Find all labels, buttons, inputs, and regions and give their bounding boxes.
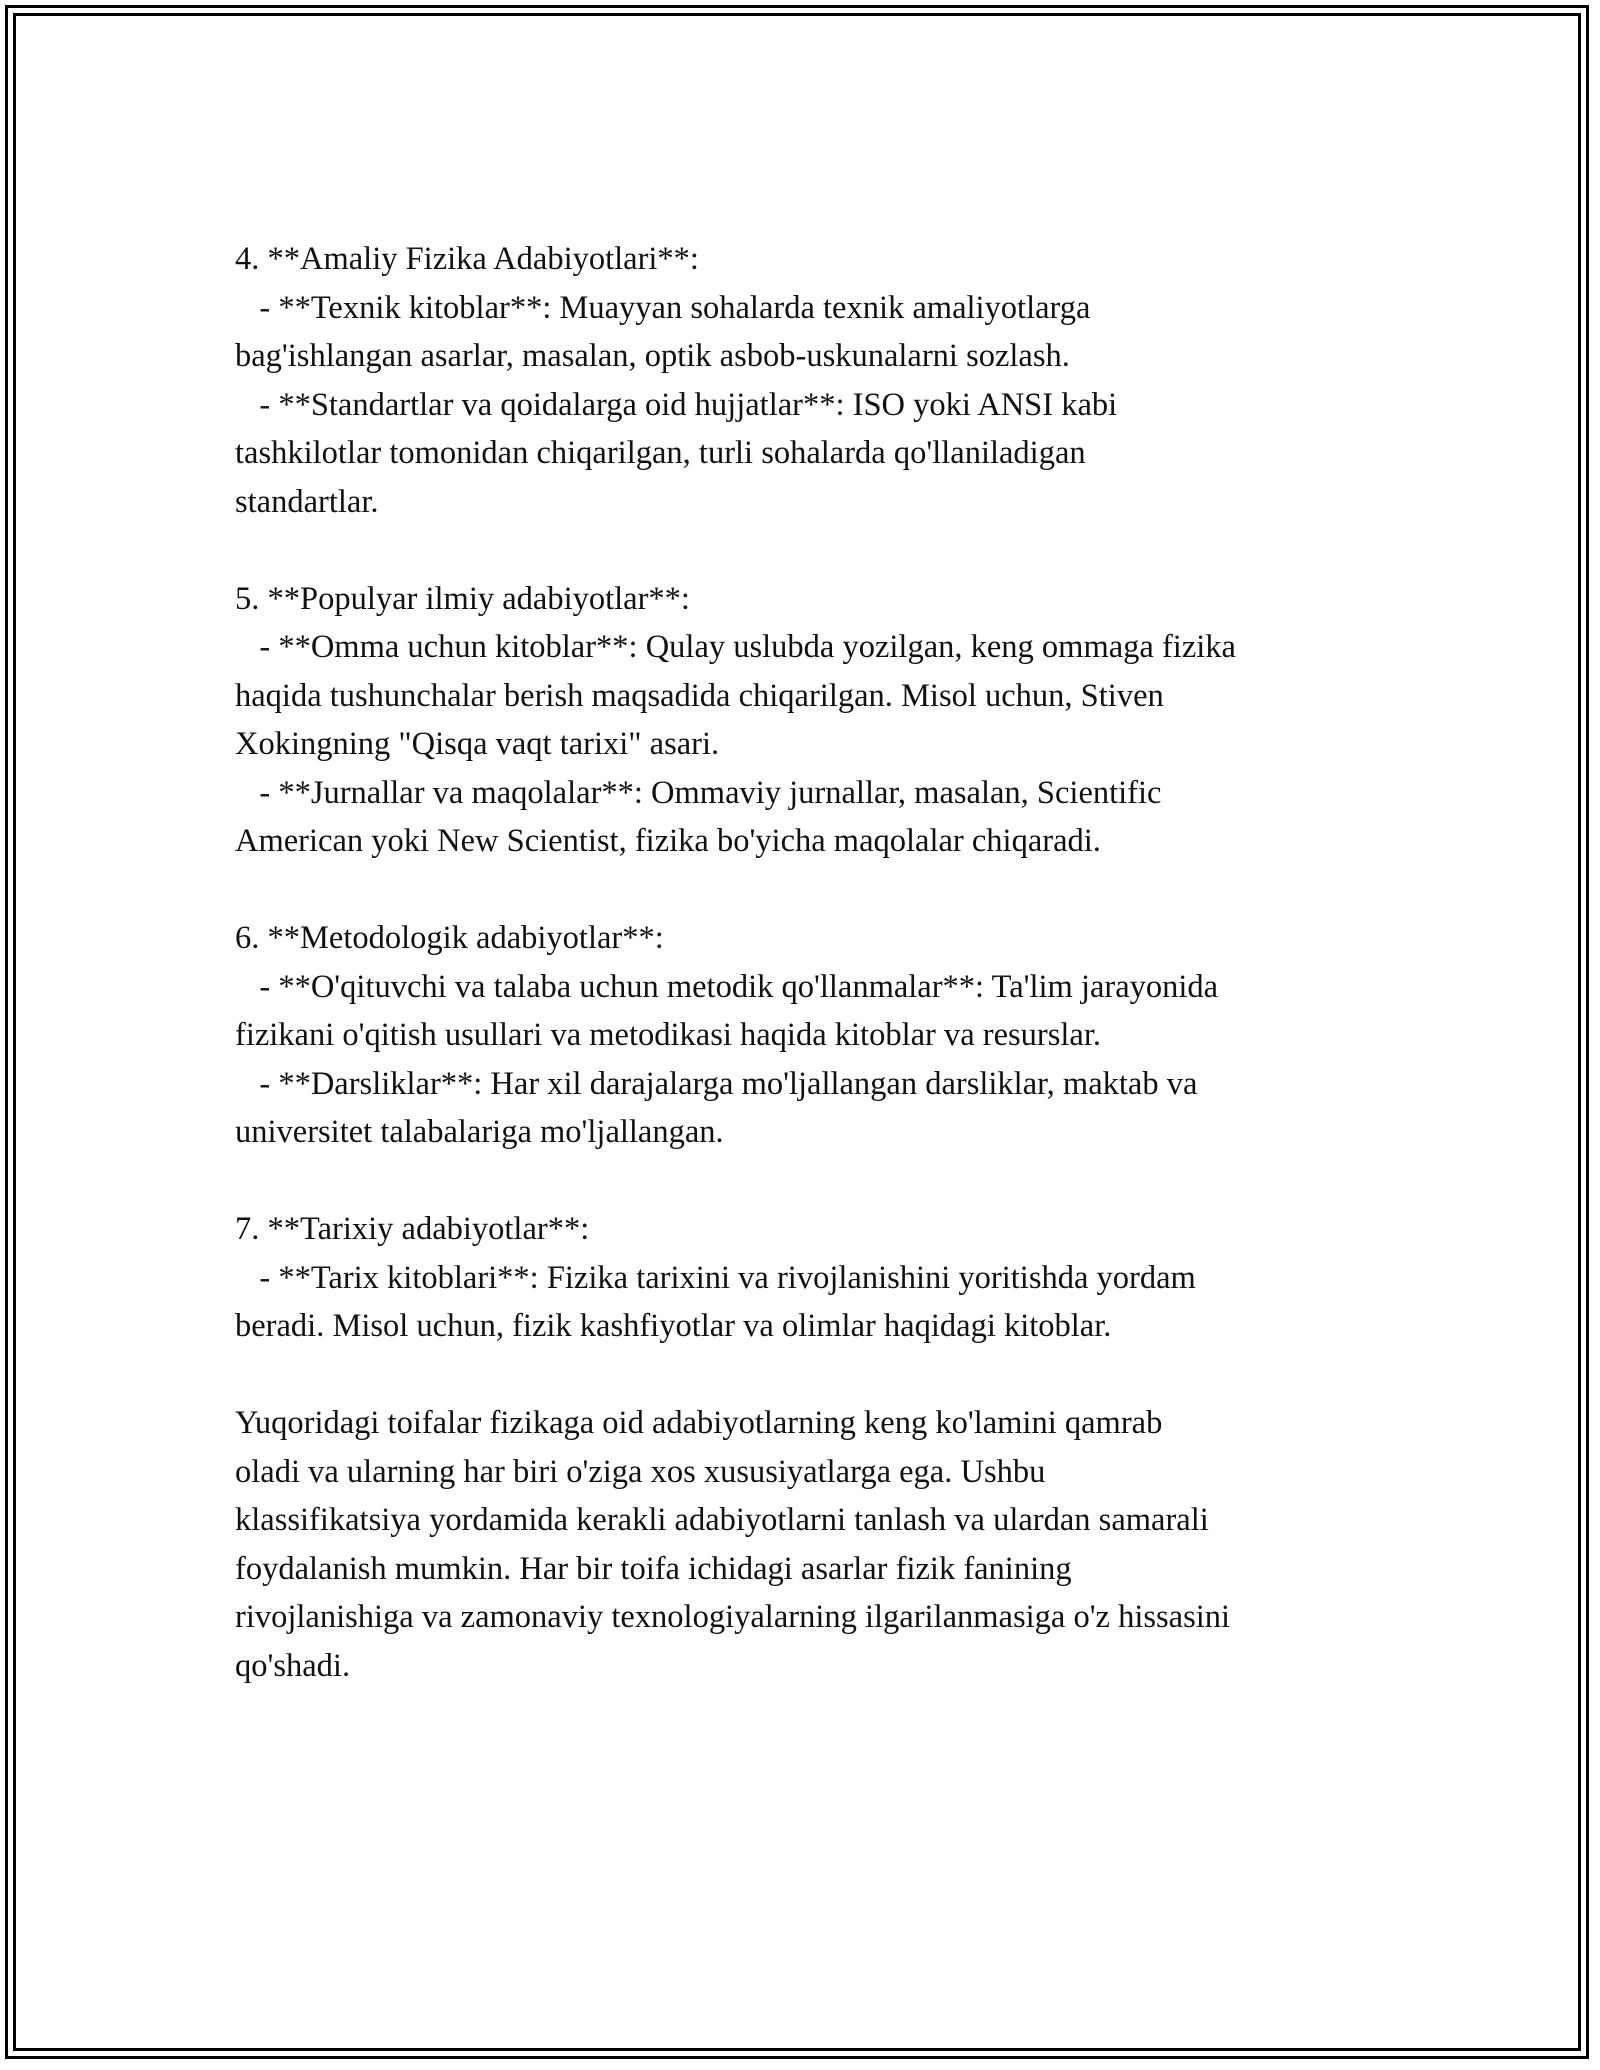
paragraph-gap <box>235 1351 1375 1400</box>
list-item <box>235 1060 1375 1157</box>
paragraph-line: klassifikatsiya yordamida kerakli adabiyotlarni tanlash va ulardan samarali <box>235 1502 1209 1538</box>
paragraph-line: rivojlanishiga va zamonaviy texnologiyalarning ilgarilanmasiga o'z hissasini <box>235 1599 1231 1635</box>
paragraph-gap <box>235 866 1375 915</box>
list-item-line: haqida tushunchalar berish maqsadida chiqarilgan. Misol uchun, Stiven <box>235 677 1164 714</box>
paragraph-gap <box>235 526 1375 575</box>
list-item-line: - **Omma uchun kitoblar**: Qulay uslubda yozilgan, keng ommaga fizika <box>235 629 1236 665</box>
section-4 <box>235 235 1375 526</box>
section-6 <box>235 914 1375 1157</box>
list-item-line: fizikani o'qitish usullari va metodikasi haqida kitoblar va resurslar. <box>235 1017 1101 1053</box>
list-item <box>235 769 1375 866</box>
list-item <box>235 284 1375 381</box>
list-item-line: American yoki New Scientist, fizika bo'yicha maqolalar chiqaradi. <box>235 823 1101 859</box>
paragraph-line: qo'shadi. <box>235 1647 351 1684</box>
section-7 <box>235 1205 1375 1351</box>
list-item-line: - **Standartlar va qoidalarga oid hujjatlar**: ISO yoki ANSI kabi <box>235 386 1118 423</box>
section-5 <box>235 575 1375 866</box>
list-item <box>235 623 1375 769</box>
list-item-line: - **Texnik kitoblar**: Muayyan sohalarda texnik amaliyotlarga <box>235 289 1091 326</box>
list-item-line: - **Tarix kitoblari**: Fizika tarixini va rivojlanishini yoritishda yordam <box>235 1259 1196 1296</box>
list-item-line: - **Jurnallar va maqolalar**: Ommaviy jurnallar, masalan, Scientific <box>235 774 1162 811</box>
list-item-line: universitet talabalariga mo'ljallangan. <box>235 1114 724 1150</box>
list-item-line: Xokingning "Qisqa vaqt tarixi" asari. <box>235 726 720 762</box>
list-item <box>235 963 1375 1060</box>
conclusion-paragraph <box>235 1399 1375 1690</box>
list-item-line: tashkilotlar tomonidan chiqarilgan, turli sohalarda qo'llaniladigan <box>235 435 1086 471</box>
list-item-line: beradi. Misol uchun, fizik kashfiyotlar va olimlar haqidagi kitoblar. <box>235 1308 1112 1344</box>
section-heading: 5. **Populyar ilmiy adabiyotlar**: <box>235 580 690 617</box>
paragraph-line: foydalanish mumkin. Har bir toifa ichidagi asarlar fizik fanining <box>235 1550 1072 1587</box>
paragraph-line: Yuqoridagi toifalar fizikaga oid adabiyotlarning keng ko'lamini qamrab <box>235 1405 1163 1441</box>
paragraph-gap <box>235 1157 1375 1206</box>
list-item-line: bag'ishlangan asarlar, masalan, optik asbob-uskunalarni sozlash. <box>235 338 1070 374</box>
section-heading: 4. **Amaliy Fizika Adabiyotlari**: <box>235 241 699 277</box>
list-item-line: - **Darsliklar**: Har xil darajalarga mo'ljallangan darsliklar, maktab va <box>235 1065 1198 1102</box>
paragraph-line: oladi va ularning har biri o'ziga xos xususiyatlarga ega. Ushbu <box>235 1453 1046 1490</box>
list-item-line: standartlar. <box>235 483 379 520</box>
list-item <box>235 1254 1375 1351</box>
document-body <box>235 235 1375 1690</box>
list-item-line: - **O'qituvchi va talaba uchun metodik qo'llanmalar**: Ta'lim jarayonida <box>235 968 1219 1005</box>
list-item <box>235 381 1375 527</box>
section-heading: 6. **Metodologik adabiyotlar**: <box>235 920 664 956</box>
section-heading: 7. **Tarixiy adabiyotlar**: <box>235 1211 590 1247</box>
